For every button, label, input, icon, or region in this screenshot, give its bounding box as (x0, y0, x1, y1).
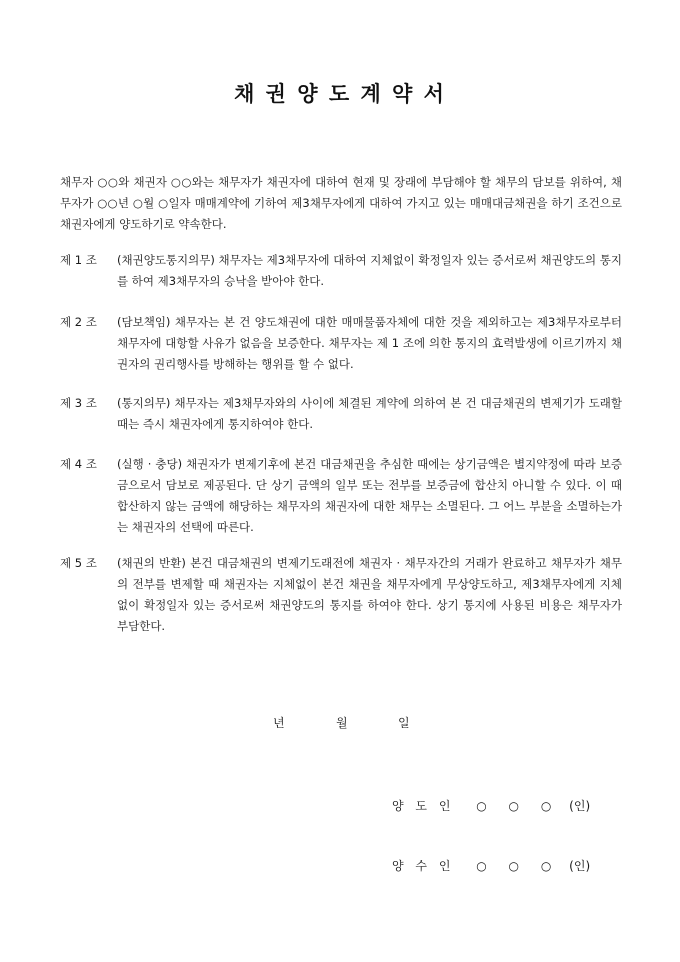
article-5-number: 제 5 조 (60, 556, 97, 570)
article-4 (60, 454, 622, 538)
assignee-name-mark-1: ○ (476, 859, 487, 873)
article-1-number: 제 1 조 (60, 253, 97, 267)
assignor-name-mark-3: ○ (540, 799, 552, 813)
assignor-name-mark-1: ○ (476, 799, 487, 813)
assignee-signature (392, 857, 590, 874)
date-day: 일 (398, 716, 410, 730)
article-2-number: 제 2 조 (60, 315, 97, 329)
article-5-text: (채권의 반환) 본건 대금채권의 변제기도래전에 채권자 · 채무자간의 거래가 완료하고 채무자가 채무의 전부를 변제할 때 채권자는 지체없이 본건 채권을 채무자에게 무상양도하고, 제3채무자에게 지체없이 확정일자 있는 증서로써 채권양도의 통지를 하여야 한다. 상기 통지에 사용된 비용은 채무자가 부담한다. (117, 556, 622, 633)
article-2 (60, 312, 622, 375)
assignee-seal: (인) (569, 859, 591, 873)
article-4-number: 제 4 조 (60, 457, 97, 471)
article-1-text: (채권양도통지의무) 채무자는 제3채무자에 대하여 지체없이 확정일자 있는 증서로써 채권양도의 통지를 하여 제3채무자의 승낙을 받아야 한다. (117, 253, 622, 288)
assignor-seal: (인) (569, 799, 591, 813)
article-3-text: (통지의무) 채무자는 제3채무자와의 사이에 체결된 계약에 의하여 본 건 대금채권의 변제기가 도래할 때는 즉시 채권자에게 통지하여야 한다. (117, 396, 622, 431)
assignee-name-mark-2: ○ (508, 859, 520, 873)
intro-paragraph: 채무자 ○○와 채권자 ○○와는 채무자가 채권자에 대하여 현재 및 장래에 부담해야 할 채무의 담보를 위하여, 채무자가 ○○년 ○월 ○일자 매매계약에 기하여 제3채무자에게 대하여 가지고 있는 매매대금채권을 하기 조건으로 채권자에게 양도하기로 약속한다. (60, 175, 622, 231)
article-2-text: (담보책임) 채무자는 본 건 양도채권에 대한 매매물품자체에 대한 것을 제외하고는 제3채무자로부터 채무자에 대항할 사유가 없음을 보증한다. 채무자는 제 1 조에 의한 통지의 효력발생에 이르기까지 채권자의 권리행사를 방해하는 행위를 할 수 없다. (117, 315, 622, 371)
article-4-text: (실행 · 충당) 채권자가 변제기후에 본건 대금채권을 추심한 때에는 상기금액은 별지약정에 따라 보증금으로서 담보로 제공된다. 단 상기 금액의 일부 또는 전부를 보증금에 합산치 아니할 수 있다. 이 때 합산하지 않는 금액에 해당하는 채무자의 채권자에 대한 채무는 소멸된다. 그 어느 부분을 소멸하는가는 채권자의 선택에 따른다. (117, 457, 622, 534)
article-3-number: 제 3 조 (60, 396, 97, 410)
document-title: 채 권 양 도 계 약 서 (234, 81, 446, 106)
assignor-label: 양 도 인 (392, 799, 455, 813)
assignee-label: 양 수 인 (392, 859, 455, 873)
assignor-signature (392, 797, 590, 814)
article-3 (60, 393, 622, 435)
assignor-name-mark-2: ○ (508, 799, 520, 813)
date-month: 월 (336, 716, 348, 730)
assignee-name-mark-3: ○ (540, 859, 552, 873)
article-1 (60, 250, 622, 292)
article-5 (60, 553, 622, 637)
date-year: 년 (273, 716, 285, 730)
